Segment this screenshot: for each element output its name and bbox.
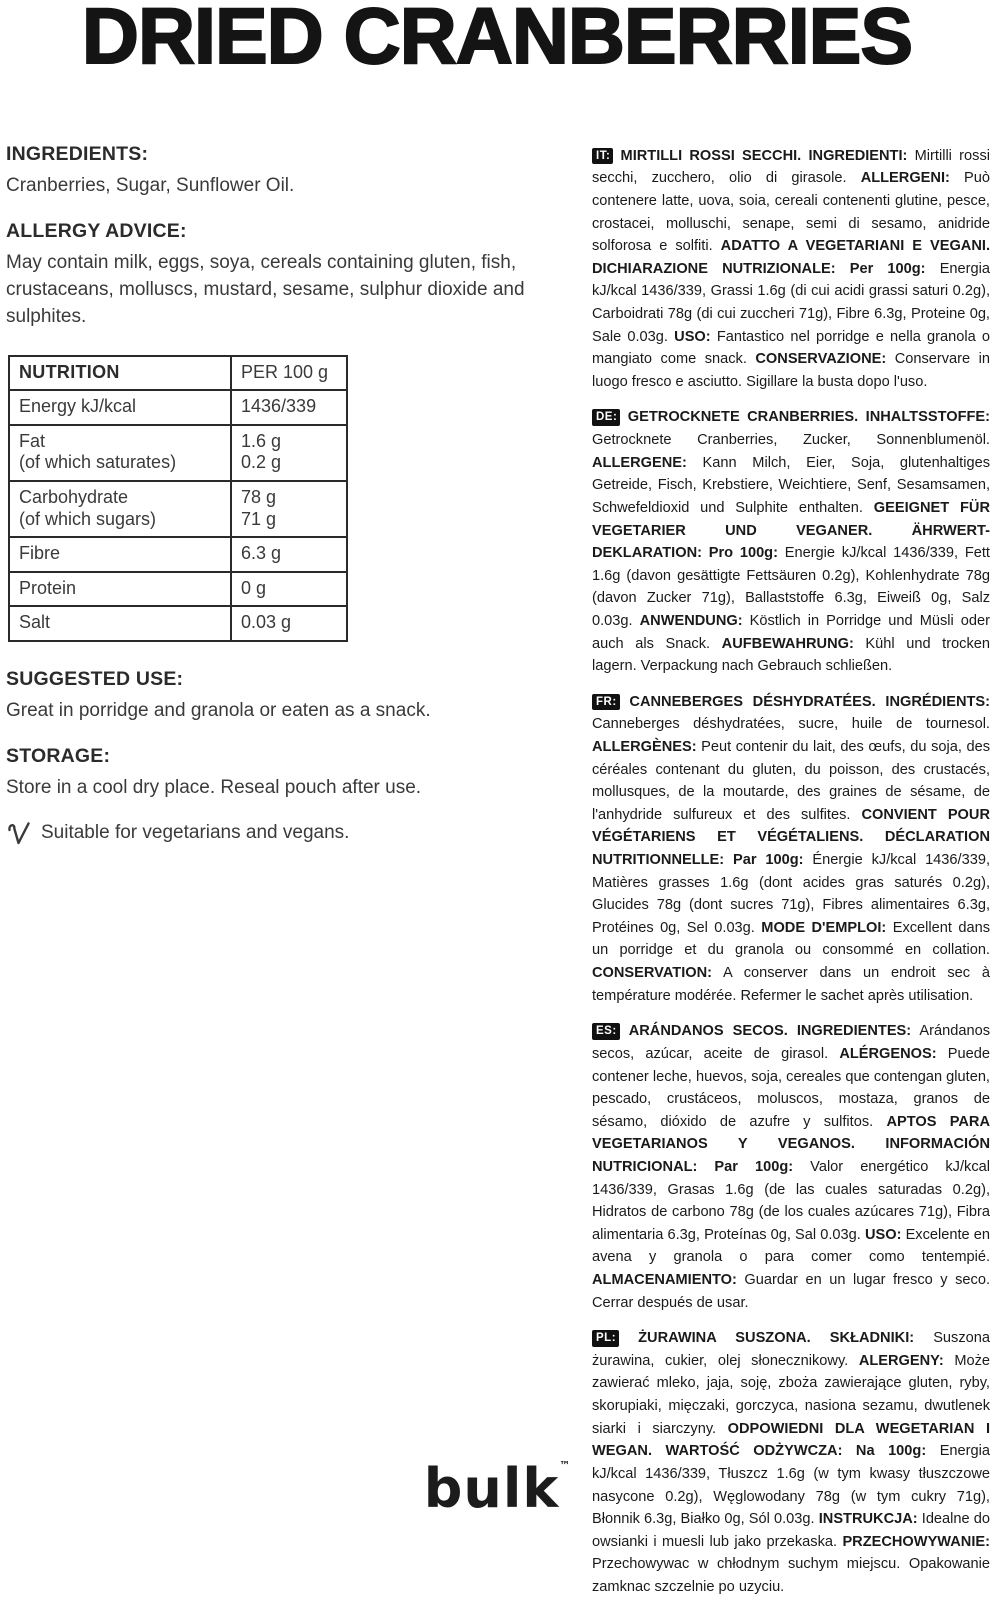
nutrient-label-cell: Carbohydrate (of which sugars) <box>9 481 231 537</box>
section-label-bold: INSTRUKCJA: <box>818 1511 918 1528</box>
section-text: Canneberges déshydratées, sucre, huile de tournesol. <box>592 716 990 733</box>
section-label-bold: CONSERVATION: <box>592 965 712 982</box>
section-label-bold: ALMACENAMIENTO: <box>592 1272 737 1289</box>
section-label-bold: USO: <box>674 328 711 345</box>
nutrient-label-cell: Protein <box>9 572 231 607</box>
section-text: Może zawierać mleko, jaja, soję, zboża zawierające gluten, ryby, skorupiaki, mięczaki, gorczyca, nasiona sezamu, dwutlenek siarki i siarczyny. <box>592 1352 990 1437</box>
section-label-bold: ALLERGENE: <box>592 454 687 471</box>
table-row <box>9 572 347 607</box>
section-label-bold: ŻURAWINA SUSZONA. SKŁADNIKI: <box>638 1330 915 1347</box>
nutrient-label-cell: Energy kJ/kcal <box>9 390 231 425</box>
section-label-bold: CONVIENT POUR VÉGÉTARIENS ET VÉGÉTALIENS. DÉCLARATION NUTRITIONNELLE: Par 100g: <box>592 806 990 869</box>
nutrient-label-cell: Fibre <box>9 537 231 572</box>
language-block <box>592 691 990 1008</box>
suggested-use-text: Great in porridge and granola or eaten as a snack. <box>6 699 431 721</box>
nutrient-value-cell: 1.6 g 0.2 g <box>231 425 347 481</box>
language-tag-badge: IT: <box>592 148 613 164</box>
nutrient-value-cell: 1436/339 <box>231 390 347 425</box>
section-label-bold: USO: <box>864 1226 902 1243</box>
section-text: Énergie kJ/kcal 1436/339, Matières grasses 1.6g (dont acides gras saturés 0.2g), Glucides 78g (dont sucres 71g), Fibres alimentaires 6.3g, Protéines 0g, Sel 0.03g. <box>592 852 990 936</box>
nutrient-label-cell: Fat (of which saturates) <box>9 425 231 481</box>
section-text: Energia kJ/kcal 1436/339, Grassi 1.6g (di cui acidi grassi saturi 0.2g), Carboidrati 78g (di cui zuccheri 71g), Fibre 6.3g, Proteine 0g, Sale 0.03g. <box>592 260 990 345</box>
nutrition-table <box>8 355 348 642</box>
nutrition-header-cell: NUTRITION <box>9 356 231 391</box>
language-blocks <box>592 143 990 1612</box>
section-label-bold: ANWENDUNG: <box>639 612 743 629</box>
content-columns <box>0 143 994 1612</box>
language-tag-badge: ES: <box>592 1023 620 1039</box>
suggested-use-heading: SUGGESTED USE: <box>6 667 184 690</box>
table-row <box>9 537 347 572</box>
table-row <box>9 606 347 641</box>
section-text: Mirtilli rossi secchi, zucchero, olio di girasole. <box>592 147 990 187</box>
section-text: Energie kJ/kcal 1436/339, Fett 1.6g (davon gesättigte Fettsäuren 0.2g), Kohlenhydrate 78g (davon Zucker 71g), Ballaststoffe 6.3g, Eiweiß 0g, Salz 0.03g. <box>592 545 990 629</box>
nutrient-value-cell: 0 g <box>231 572 347 607</box>
nutrient-value-cell: 0.03 g <box>231 606 347 641</box>
section-text: Fantastico nel porridge e nella granola o mangiato come snack. <box>592 328 990 368</box>
section-text: Valor energético kJ/kcal 1436/339, Grasas 1.6g (de las cuales saturadas 0.2g), Hidratos de carbono 78g (de los cuales azúcares 71g), Fibra alimentaria 6.3g, Proteínas 0g, Sal 0.03g. <box>592 1158 990 1243</box>
nutrition-table-body <box>9 356 347 641</box>
section-text: Getrocknete Cranberries, Zucker, Sonnenblumenöl. <box>592 432 990 449</box>
section-label-bold: PRZECHOWYWANIE: <box>842 1533 990 1550</box>
allergy-heading: ALLERGY ADVICE: <box>6 219 187 242</box>
storage-text: Store in a cool dry place. Reseal pouch after use. <box>6 776 422 798</box>
allergy-text: May contain milk, eggs, soya, cereals containing gluten, fish, crustaceans, molluscs, mustard, sesame, sulphur dioxide and sulphites. <box>6 251 525 327</box>
language-tag-badge: PL: <box>592 1330 619 1346</box>
language-tag-badge: FR: <box>592 694 620 710</box>
section-label-bold: ODPOWIEDNI DLA WEGETARIAN I WEGAN. WARTOŚĆ ODŻYWCZA: Na 100g: <box>592 1420 990 1460</box>
trademark-symbol: ™ <box>559 1459 571 1472</box>
section-text: Peut contenir du lait, des œufs, du soja, des céréales contenant du gluten, du poisson, des crustacés, mollusques, de la moutarde, des graines de sésame, de l'anhydride sulfureux et des sulfites. <box>592 739 990 823</box>
section-text: Kann Milch, Eier, Soja, glutenhaltiges Getreide, Fisch, Krebstiere, Weichtiere, Senf, Sesamsamen, Schwefeldioxid und Sulphite enthalten. <box>592 454 990 516</box>
section-label-bold: ADATTO A VEGETARIANI E VEGANI. DICHIARAZIONE NUTRIZIONALE: Per 100g: <box>592 238 990 277</box>
section-text: Przechowywac w chłodnym suchym miejscu. Opakowanie zamknac szczelnie po uzyciu. <box>592 1556 990 1595</box>
section-text: Kühl und trocken lagern. Verpackung nach Gebrauch schließen. <box>592 635 990 675</box>
section-label-bold: MODE D'EMPLOI: <box>761 919 887 936</box>
ingredients-text: Cranberries, Sugar, Sunflower Oil. <box>6 174 295 196</box>
section-label-bold: GETROCKNETE CRANBERRIES. INHALTSSTOFFE: <box>627 409 990 426</box>
english-column <box>6 143 562 846</box>
section-label-bold: CANNEBERGES DÉSHYDRATÉES. INGRÉDIENTS: <box>629 693 990 710</box>
language-block <box>592 145 990 394</box>
section-text: Energia kJ/kcal 1436/339, Tłuszcz 1.6g (w tym kwasy tłuszczowe nasycone 0.2g), Węglowodany 78g (w tym cukry 71g), Błonnik 6.3g, Białko 0g, Sól 0.03g. <box>592 1443 990 1528</box>
language-block <box>592 406 990 677</box>
per100-header-cell: PER 100 g <box>231 356 347 391</box>
section-text: Suszona żurawina, cukier, olej słonecznikowy. <box>592 1330 990 1369</box>
vegetarian-v-icon <box>6 820 32 846</box>
nutrient-label-cell: Salt <box>9 606 231 641</box>
product-title: DRIED CRANBERRIES <box>81 0 913 80</box>
section-text: Idealne do owsianki i muesli lub jako przekaska. <box>592 1511 990 1550</box>
table-row <box>9 425 347 481</box>
ingredients-heading: INGREDIENTS: <box>6 142 149 165</box>
section-label-bold: ALLERGÈNES: <box>592 739 697 755</box>
section-label-bold: GEEIGNET FÜR VEGETARIER UND VEGANER. ÄHRWERT-DEKLARATION: Pro 100g: <box>592 499 990 562</box>
table-row <box>9 481 347 537</box>
section-label-bold: ARÁNDANOS SECOS. INGREDIENTES: <box>628 1023 912 1040</box>
nutrient-value-cell: 6.3 g <box>231 537 347 572</box>
vegetarian-note-text: Suitable for vegetarians and vegans. <box>41 821 350 843</box>
table-header-row <box>9 356 347 391</box>
storage-heading: STORAGE: <box>6 744 111 767</box>
section-label-bold: AUFBEWAHRUNG: <box>721 635 854 652</box>
table-row <box>9 390 347 425</box>
section-text: Guardar en un lugar fresco y seco. Cerrar después de usar. <box>592 1272 990 1311</box>
section-label-bold: ALÉRGENOS: <box>839 1045 937 1062</box>
section-label-bold: CONSERVAZIONE: <box>755 351 887 368</box>
section-label-bold: ALLERGENI: <box>860 170 950 187</box>
section-text: Excellent dans un porridge et du granola ou consommé en collation. <box>592 919 990 959</box>
section-text: Puede contener leche, huevos, soja, cereales que contengan gluten, pescado, crustáceos, moluscos, mostaza, granos de sésamo, dióxido de azufre y sulfitos. <box>592 1045 990 1130</box>
section-label-bold: APTOS PARA VEGETARIANOS Y VEGANOS. INFORMACIÓN NUTRICIONAL: Par 100g: <box>592 1113 990 1175</box>
vegetarian-note-row <box>6 820 562 846</box>
bulk-logo: bulk™ <box>423 1457 571 1520</box>
section-text: Conservare in luogo fresco e asciutto. Sigillare la busta dopo l'uso. <box>592 351 991 390</box>
section-label-bold: ALERGENY: <box>858 1352 944 1369</box>
nutrient-value-cell: 78 g 71 g <box>231 481 347 537</box>
section-text: Köstlich in Porridge und Müsli oder auch als Snack. <box>592 612 990 652</box>
section-text: Può contenere latte, uova, soia, cereali contenenti glutine, pesce, crostacei, molluschi, senape, semi di sesamo, anidride solforosa e solfiti. <box>592 170 990 255</box>
section-text: Excelente en avena y granola o para comer como tentempié. <box>592 1226 990 1266</box>
language-tag-badge: DE: <box>592 409 620 425</box>
section-text: A conserver dans un endroit sec à température modérée. Refermer le sachet après utilisation. <box>592 965 990 1004</box>
section-label-bold: MIRTILLI ROSSI SECCHI. INGREDIENTI: <box>620 147 908 164</box>
section-text: Arándanos secos, azúcar, aceite de girasol. <box>592 1023 990 1062</box>
language-block <box>592 1020 990 1314</box>
